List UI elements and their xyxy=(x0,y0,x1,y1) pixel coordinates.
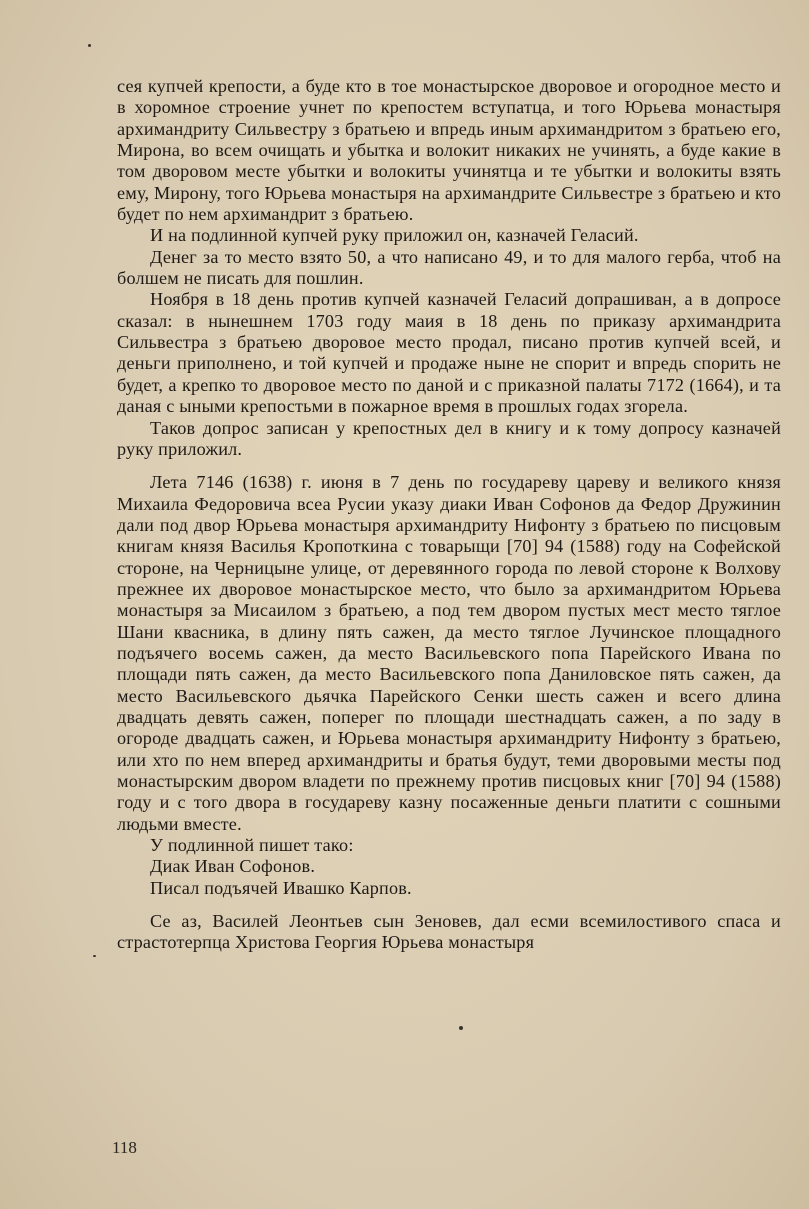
page-body xyxy=(117,76,781,954)
paragraph-4: Ноября в 18 день против купчей казначей Геласий допрашиван, а в допросе сказал: в нынешнем 1703 году маия в 18 день по приказу архимандрита Сильвестра з братьею дворовое место продал, писано против купчей всей, и деньги приполнено, и той купчей и продаже ныне не спорит и впредь спорить не будет, а крепко то дворовое место по даной и с приказной палаты 7172 (1664), и та даная с ыными крепостьми в пожарное время в прошлых годах згорела. xyxy=(117,289,781,417)
paper-speck xyxy=(93,955,96,957)
paragraph-2: И на подлинной купчей руку приложил он, казначей Геласий. xyxy=(150,225,639,246)
paper-speck xyxy=(459,1026,463,1030)
paragraph-6: Лета 7146 (1638) г. июня в 7 день по государеву цареву и великого князя Михаила Федоровича всеа Русии указу диаки Иван Софонов да Федор Дружинин дали под двор Юрьева монастыря архимандриту Нифонту з братьею по писцовым книгам князя Василья Кропоткина с товарыщи [70] 94 (1588) году на Софейской стороне, на Черницыне улице, от деревянного города по левой стороне к Волхову прежнее их дворовое монастырское место, что было за архимандритом Юрьева монастыря за Мисаилом з братьею, а под тем двором пустых мест место тяглое Шани квасника, в длину пять сажен, да место тяглое Лучинское площадного подъячего восемь сажен, да место Васильевского попа Парейского Ивана по площади пять сажен, да место Васильевского попа Даниловское пять сажен, да место Васильевского дьячка Парейского Сенки шесть сажен и всего длина двадцать девять сажен, поперег по площади шестнадцать сажен, а по заду в огороде двадцать сажен, и Юрьева монастыря архимандриту Нифонту з братьею, или хто по нем вперед архимандриты и братья будут, теми дворовыми месты под монастырским двором владети по прежнему против писцовых книг [70] 94 (1588) году и с того двора в государеву казну посаженные деньги платити с сошными людьми вместе. xyxy=(117,472,781,834)
paragraph-1: сея купчей крепости, а буде кто в тое монастырское дворовое и огородное место и в хоромное строение учнет по крепостем вступатца, и того Юрьева монастыря архимандриту Сильвестру з братьею и впредь иным архимандритом з братьею его, Мирона, во всем очищать и убытка и волокит никаких не учинять, а буде какие в том дворовом месте убытки и волокиты учинятца и те убытки и волокиты взять ему, Мирону, того Юрьева монастыря на архимандрите Сильвестре з братьею и кто будет по нем архимандрит з братьею. xyxy=(117,76,781,225)
paragraph-3: Денег за то место взято 50, а что написано 49, и то для малого герба, чтоб на болшем не писать для пошлин. xyxy=(117,246,781,289)
paragraph-9: Писал подъячей Ивашко Карпов. xyxy=(150,877,412,898)
paragraph-7: У подлинной пишет тако: xyxy=(150,835,354,856)
paper-speck xyxy=(88,44,91,47)
page-number: 118 xyxy=(112,1138,137,1157)
paragraph-8: Диак Иван Софонов. xyxy=(150,856,316,877)
paragraph-gap xyxy=(117,899,781,911)
paragraph-5: Таков допрос записан у крепостных дел в книгу и к тому допросу казначей руку приложил. xyxy=(117,417,781,459)
paragraph-gap xyxy=(117,460,781,472)
paragraph-10: Се аз, Василей Леонтьев сын Зеновев, дал есми всемилостивого спаса и страстотерпца Христова Георгия Юрьева монастыря xyxy=(117,911,781,953)
